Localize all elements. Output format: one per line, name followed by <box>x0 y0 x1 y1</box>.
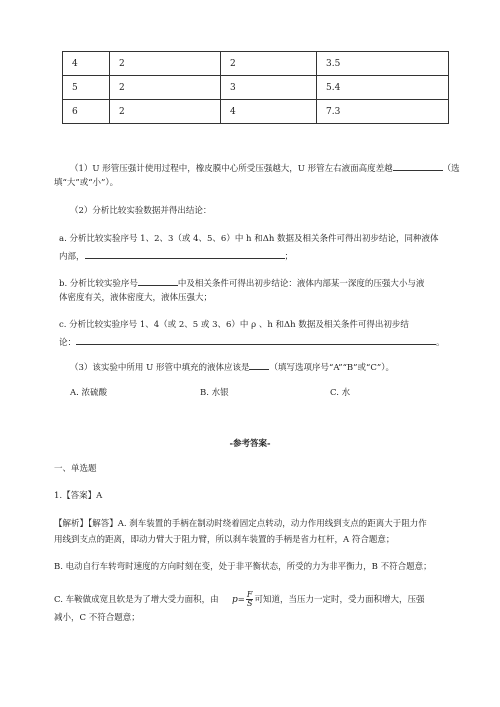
table-cell: 4 <box>63 52 110 76</box>
table-cell: 2 <box>110 76 221 100</box>
q3-option-b[interactable]: B. 水银 <box>200 388 229 398</box>
q2-a-end: ； <box>284 252 294 262</box>
q2-c-end: 。 <box>436 338 445 348</box>
table-cell: 5 <box>63 76 110 100</box>
pressure-formula-fraction <box>246 591 254 608</box>
answer-item-1: 1.【答案】A <box>54 491 103 501</box>
q2-b-answer-blank[interactable] <box>138 276 178 286</box>
table-cell: 2 <box>221 52 317 76</box>
experiment-data-table <box>62 51 449 124</box>
answer-heading: -参考答案- <box>229 439 271 449</box>
analysis-option-c-text-tail: 可知道，当压力一定时，受力面积增大，压强 <box>254 595 425 605</box>
q1-text: （1）U 形管压强计使用过程中，橡皮膜中心所受压强越大，U 形管左右液面高度差越 <box>70 164 393 174</box>
table-cell: 2 <box>110 100 221 124</box>
analysis-line-2: 用线到支点的距离，即动力臂大于阻力臂，所以刹车装置的手柄是省力杠杆，A 符合题意； <box>54 535 395 545</box>
q2-b-line-1 <box>59 276 424 290</box>
analysis-option-c-line-1 <box>54 591 424 608</box>
q1-answer-blank[interactable] <box>393 161 443 171</box>
q3-option-c[interactable]: C. 水 <box>330 388 351 398</box>
formula-denominator: S <box>246 599 253 608</box>
table-cell: 3.5 <box>317 52 449 76</box>
q2-b-line-2: 体密度有关，液体密度大，液体压强大； <box>59 293 213 303</box>
table-cell: 7.3 <box>317 100 449 124</box>
analysis-option-c-text: C. 车鞍做成宽且软是为了增大受力面积，由 <box>54 595 219 605</box>
table-cell: 3 <box>221 76 317 100</box>
table-row <box>63 76 449 100</box>
q2-c-line-2 <box>59 335 445 349</box>
equals-sign: = <box>237 595 245 605</box>
q3-text-tail: （填写选项序号“A”“B”或“C”）。 <box>269 363 394 373</box>
q3-line <box>70 360 394 374</box>
q2-c-text: 论： <box>59 338 77 348</box>
q2-b-text-tail: 中及相关条件可得出初步结论：液体内部某一深度的压强大小与液 <box>177 279 425 289</box>
analysis-option-c-line-2: 减小，C 不符合题意； <box>54 613 140 623</box>
table-row <box>63 100 449 124</box>
q2-a-answer-blank[interactable] <box>85 249 285 259</box>
analysis-option-b: B. 电动自行车转弯时速度的方向时刻在变，处于非平衡状态，所受的力为非平衡力，B 不符合题意； <box>54 562 432 572</box>
table-cell: 2 <box>110 52 221 76</box>
q2-b-text: b. 分析比较实验序号 <box>59 279 138 289</box>
q1-line-1 <box>70 161 460 175</box>
q1-line-2: 填“大”或“小”）。 <box>54 178 119 188</box>
table-row <box>63 52 449 76</box>
q3-answer-blank[interactable] <box>249 360 269 370</box>
q2-intro: （2）分析比较实验数据并得出结论： <box>70 206 212 216</box>
section-heading: 一、单选题 <box>54 464 97 474</box>
q2-c-answer-blank[interactable] <box>76 335 436 345</box>
table-cell: 4 <box>221 100 317 124</box>
pressure-symbol: p <box>232 595 238 605</box>
q2-c-line-1: c. 分析比较实验序号 1、4（或 2、5 或 3、6）中 ρ 、h 和Δh 数据及相关条件可得出初步结 <box>59 320 409 330</box>
table-cell: 5.4 <box>317 76 449 100</box>
q3-option-a[interactable]: A. 浓硫酸 <box>70 388 108 398</box>
table-cell: 6 <box>63 100 110 124</box>
analysis-line-1: 【解析】【解答】A. 刹车装置的手柄在制动时绕着固定点转动，动力作用线到支点的距离大于阻力作 <box>54 519 427 529</box>
q2-a-line-2 <box>59 249 293 263</box>
q1-text-tail: （选 <box>442 164 460 174</box>
q2-a-text: 内部， <box>59 252 85 262</box>
q2-a-line-1: a. 分析比较实验序号 1、2、3（或 4、5、6）中 h 和Δh 数据及相关条件可得出初步结论，同种液体 <box>59 234 439 244</box>
formula-numerator: F <box>246 590 253 599</box>
q3-text: （3）该实验中所用 U 形管中填充的液体应该是 <box>70 363 250 373</box>
